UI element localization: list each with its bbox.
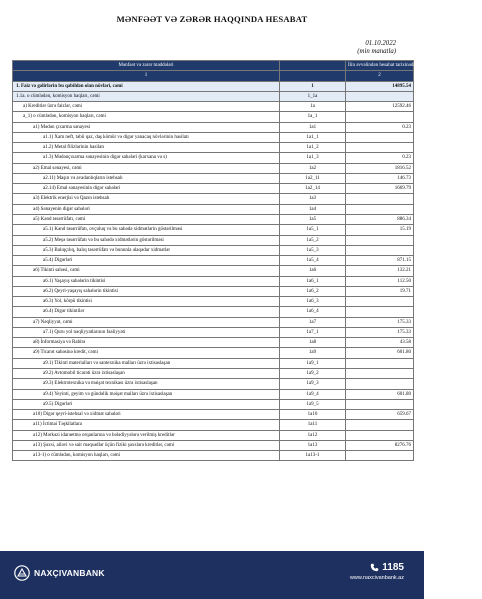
- row-code: 1a2_14: [280, 184, 346, 194]
- row-label: a7.1) Quru yol nəqliyyatlarının fəaliyyəti: [13, 327, 280, 337]
- row-label: a6) Tikinti sahəsi, cəmi: [13, 266, 280, 276]
- row-label: a13-1) o cümlədən, komisyon haqları, cəmi: [13, 451, 280, 461]
- phone-icon: [370, 563, 379, 572]
- row-code: 1a5_2: [280, 235, 346, 245]
- row-code: 1a5_1: [280, 225, 346, 235]
- row-label: a9.3) Elektrotexnika və məişət texnikası üzrə ixtisaslaşan: [13, 379, 280, 389]
- row-label: a5.4) Digərləri: [13, 256, 280, 266]
- row-label: a5.2) Meşə təsərrüfatı və bu sahədə xidmətlərin göstərilməsi: [13, 235, 280, 245]
- phone-row[interactable]: [350, 562, 404, 573]
- row-code: 1a11: [280, 420, 346, 430]
- table-row: [13, 286, 414, 296]
- table-row: [13, 276, 414, 286]
- row-label: a5) Kənd təsərrüfatı, cəmi: [13, 214, 280, 224]
- table-row: [13, 399, 414, 409]
- row-value: [346, 451, 414, 461]
- row-label: a12) Mərkəzi idarəetmə orqanlarına və bələdiyyələrə verilmiş kreditlər: [13, 430, 280, 440]
- row-code: 1a9_3: [280, 379, 346, 389]
- row-value: 886.34: [346, 214, 414, 224]
- row-code: 1a_1: [280, 112, 346, 122]
- row-label: a1.3) Mədənçıxarma sənayesinin digər sahələri (karxana və s): [13, 153, 280, 163]
- row-value: 601.80: [346, 348, 414, 358]
- row-value: [346, 420, 414, 430]
- row-label: a9.1) Tikinti materialları və santexnika malları üzrə ixtisaslaşan: [13, 358, 280, 368]
- row-value: [346, 112, 414, 122]
- header-period: İlin əvvəlindən hesabat tarixinədək, hesabat tarixi də daxil olmaqla: [346, 61, 414, 71]
- report-unit: (min manatla): [357, 48, 396, 55]
- row-code: 1a9_5: [280, 399, 346, 409]
- bank-logo-icon: [14, 565, 30, 581]
- row-code: 1a5_3: [280, 245, 346, 255]
- row-code: 1a6_2: [280, 286, 346, 296]
- row-label: a9.4) Yeyinti, geyim və gündəlik məişət malları üzrə ixtisaslaşan: [13, 389, 280, 399]
- row-value: [346, 430, 414, 440]
- report-date-block: [357, 40, 396, 56]
- row-label: a10) Digər qeyri-istehsal və xidmət sahələri: [13, 410, 280, 420]
- table-row: [13, 153, 414, 163]
- row-value: 146.73: [346, 173, 414, 183]
- row-value: [346, 132, 414, 142]
- header-num-1: 1: [13, 71, 280, 81]
- row-code: 1a9_4: [280, 389, 346, 399]
- row-label: a2) Emal sənayesi, cəmi: [13, 163, 280, 173]
- table-row: [13, 368, 414, 378]
- row-label: a6.3) Yol, körpü tikintisi: [13, 297, 280, 307]
- website-link[interactable]: www.naxcivanbank.az: [349, 575, 404, 581]
- row-label: a9.2) Avtomobil ticarəti üzrə ixtisaslaşan: [13, 368, 280, 378]
- row-value: [346, 297, 414, 307]
- row-label: a_1) o cümlədən, komisyon haqları, cəmi: [13, 112, 280, 122]
- row-code: 1a5: [280, 214, 346, 224]
- row-label: a7) Nəqliyyat, cəmi: [13, 317, 280, 327]
- row-code: 1a: [280, 102, 346, 112]
- table-row: [13, 132, 414, 142]
- row-code: 1a9_1: [280, 358, 346, 368]
- row-code: 1a13: [280, 440, 346, 450]
- table-row: [13, 256, 414, 266]
- row-value: 112.50: [346, 276, 414, 286]
- table-row: [13, 297, 414, 307]
- profit-loss-table: [12, 60, 482, 461]
- table-row: [13, 143, 414, 153]
- phone-number: 1185: [382, 562, 404, 573]
- row-code: 1a9: [280, 348, 346, 358]
- report-title: MƏNFƏƏT VƏ ZƏRƏR HAQQINDA HESABAT: [116, 14, 308, 24]
- row-label: a5.1) Kənd təsərrüfatı, ovçuluq və bu sahədə xidmətlərin göstərilməsi: [13, 225, 280, 235]
- table-row: [13, 451, 414, 461]
- row-code: 1a8: [280, 338, 346, 348]
- row-code: 1: [280, 81, 346, 91]
- table-row: [13, 163, 414, 173]
- row-code: 1a9_2: [280, 368, 346, 378]
- table-header-row: [13, 61, 414, 71]
- table-row: [13, 173, 414, 183]
- table-row: [13, 225, 414, 235]
- table-row: [13, 317, 414, 327]
- row-label: a3) Elektrik enerjisi və Qazın istehsalı: [13, 194, 280, 204]
- row-value: [346, 235, 414, 245]
- row-code: 1a6: [280, 266, 346, 276]
- row-label: a2.11) Maşın və avadanlıqların istehsalı: [13, 173, 280, 183]
- row-value: 871.15: [346, 256, 414, 266]
- bank-logo: [14, 565, 105, 581]
- row-value: 659.67: [346, 410, 414, 420]
- table-row: [13, 358, 414, 368]
- row-value: 1816.52: [346, 163, 414, 173]
- table-row: [13, 389, 414, 399]
- row-label: a) Kreditlər üzrə faizlər, cəmi: [13, 102, 280, 112]
- row-value: 12592.46: [346, 102, 414, 112]
- row-code: 1a6_3: [280, 297, 346, 307]
- contact-block: [350, 562, 404, 581]
- table-row: [13, 204, 414, 214]
- row-code: 1a13-1: [280, 451, 346, 461]
- row-code: 1a10: [280, 410, 346, 420]
- row-value: [346, 204, 414, 214]
- row-code: 1a3: [280, 194, 346, 204]
- row-value: 175.33: [346, 327, 414, 337]
- row-value: [346, 368, 414, 378]
- footer-bar: [0, 551, 424, 599]
- table-row: [13, 81, 414, 91]
- table-row: [13, 214, 414, 224]
- row-value: 43.58: [346, 338, 414, 348]
- row-value: 601.80: [346, 389, 414, 399]
- table-row: [13, 440, 414, 450]
- row-value: 132.21: [346, 266, 414, 276]
- table-row: [13, 307, 414, 317]
- row-value: [346, 194, 414, 204]
- row-label: a2.14) Emal sənayesinin digər sahələri: [13, 184, 280, 194]
- row-label: a6.2) Qeyri-yaşayış sahələrin tikintisi: [13, 286, 280, 296]
- row-label: a1.1) Xam neft, təbii qaz, daş kömür və digər yanacaq növlərinin hasilatı: [13, 132, 280, 142]
- bank-name: NAXÇIVANBANK: [34, 568, 105, 578]
- row-code: 1a7_1: [280, 327, 346, 337]
- row-value: [346, 143, 414, 153]
- table-row: [13, 348, 414, 358]
- row-label: a5.3) Balıqçılıq, balıq təsərrüfatı və bununla əlaqədar xidmətlər: [13, 245, 280, 255]
- table-row: [13, 420, 414, 430]
- table-row: [13, 266, 414, 276]
- table-row: [13, 184, 414, 194]
- row-value: 14895.54: [346, 81, 414, 91]
- report-date: 01.10.2022: [365, 40, 396, 47]
- row-code: 1a4: [280, 204, 346, 214]
- table-header-numbers: [13, 71, 414, 81]
- row-value: [346, 358, 414, 368]
- row-code: 1a1_1: [280, 132, 346, 142]
- row-label: a9.5) Digərləri: [13, 399, 280, 409]
- row-code: 1a1_2: [280, 143, 346, 153]
- row-value: 8276.76: [346, 440, 414, 450]
- table-row: [13, 91, 414, 101]
- row-value: 19.71: [346, 286, 414, 296]
- table-row: [13, 338, 414, 348]
- row-label: a6.4) Digər tikintilər: [13, 307, 280, 317]
- table-row: [13, 102, 414, 112]
- table-row: [13, 430, 414, 440]
- table-row: [13, 410, 414, 420]
- row-value: 175.33: [346, 317, 414, 327]
- header-num-code: [280, 71, 346, 81]
- header-num-2: 2: [346, 71, 414, 81]
- header-code: [280, 61, 346, 71]
- header-items: Mənfəət və zərər maddələri: [13, 61, 280, 71]
- row-value: [346, 307, 414, 317]
- row-code: 1a7: [280, 317, 346, 327]
- table-row: [13, 112, 414, 122]
- row-value: [346, 379, 414, 389]
- row-label: a1.2) Metal filizlərinin hasilatı: [13, 143, 280, 153]
- row-code: 1a6_4: [280, 307, 346, 317]
- row-label: a8) İnformasiya və Rabitə: [13, 338, 280, 348]
- table-row: [13, 122, 414, 132]
- row-label: a11) İctimai Təşkilatlara: [13, 420, 280, 430]
- row-code: 1a2_11: [280, 173, 346, 183]
- row-code: 1a12: [280, 430, 346, 440]
- row-code: 1a1: [280, 122, 346, 132]
- table-row: [13, 327, 414, 337]
- table-row: [13, 379, 414, 389]
- row-value: 15.19: [346, 225, 414, 235]
- row-label: a13) Şəxsi, ailəvi və sair məqsədlər üçün fiziki şəxslərə kreditlər, cəmi: [13, 440, 280, 450]
- row-label: 1. Faiz və gəlirlərin bu qəbildən olan növləri, cəmi: [13, 81, 280, 91]
- table-row: [13, 245, 414, 255]
- table-body: [13, 81, 414, 461]
- table-row: [13, 194, 414, 204]
- row-label: 1.1a. o cümlədən, komisyon haqları, cəmi: [13, 91, 280, 101]
- row-value: 0.23: [346, 122, 414, 132]
- row-label: a1) Mədən çıxarma sənayesi: [13, 122, 280, 132]
- row-value: [346, 245, 414, 255]
- row-code: 1_1a: [280, 91, 346, 101]
- row-value: 0.23: [346, 153, 414, 163]
- row-label: a9) Ticarət sahəsinə kredit, cəmi: [13, 348, 280, 358]
- row-code: 1a2: [280, 163, 346, 173]
- row-code: 1a5_4: [280, 256, 346, 266]
- row-code: 1a6_1: [280, 276, 346, 286]
- table-row: [13, 235, 414, 245]
- row-label: a6.1) Yaşayış sahələrin tikintisi: [13, 276, 280, 286]
- row-code: 1a1_3: [280, 153, 346, 163]
- row-value: [346, 399, 414, 409]
- row-value: [346, 91, 414, 101]
- row-value: 1669.79: [346, 184, 414, 194]
- row-label: a4) Sənayenin digər sahələri: [13, 204, 280, 214]
